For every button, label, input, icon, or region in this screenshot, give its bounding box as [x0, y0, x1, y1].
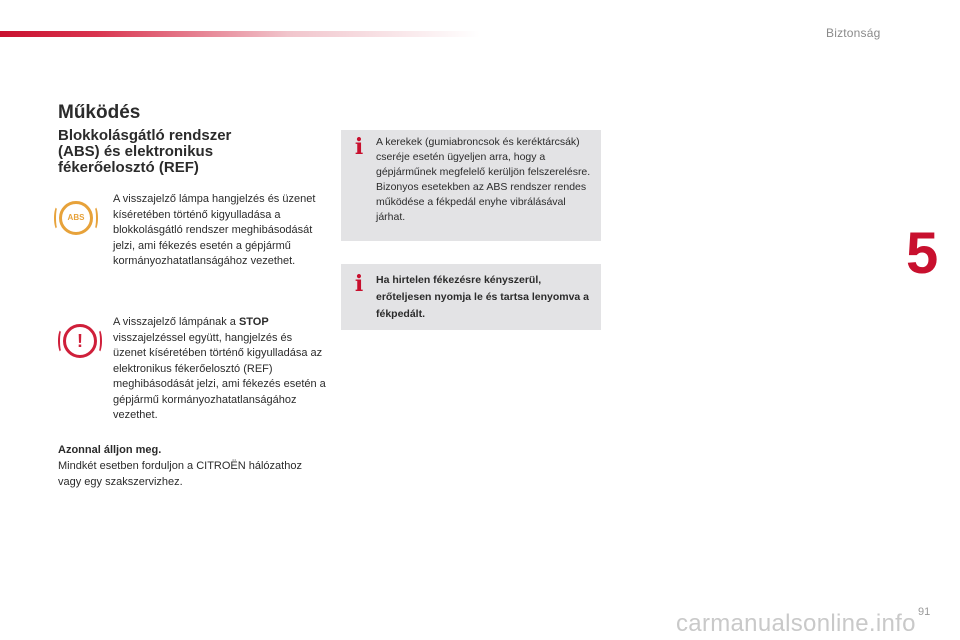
- chapter-number: 5: [906, 221, 939, 286]
- abs-warning-icon: [59, 201, 93, 235]
- ref-description: [113, 315, 328, 424]
- page-title: Működés: [58, 102, 141, 123]
- header-accent-bar: [0, 31, 480, 37]
- page-number: 91: [918, 606, 931, 618]
- abs-description: A visszajelző lámpa hangjelzés és üzenet kíséretében történő kigyulladása a blokkolásgátló rendszer meghibásodását jelzi, ami fékezés esetén a gépjármű kormányozhatatlanságához vezethet.: [113, 193, 316, 267]
- section-subtitle: Blokkolásgátló rendszer (ABS) és elektronikus fékerőelosztó (REF): [58, 127, 232, 176]
- brake-warning-icon: [63, 324, 97, 358]
- info-box-text: A kerekek (gumiabroncsok és keréktárcsák) cseréje esetén ügyeljen arra, hogy a gépjárműnek megfelelő kerüljön felszerelésre. Bizonyos esetekben az ABS rendszer rendes működése a fékpedál enyhe vibrálásával járhat.: [376, 136, 591, 223]
- watermark: carmanualsonline.info: [676, 610, 916, 637]
- stop-instruction-heading: Azonnal álljon meg.: [58, 444, 162, 456]
- brake-icon-symbol: !: [77, 331, 83, 351]
- stop-instruction-text: Mindkét esetben forduljon a CITROËN hálózathoz vagy egy szakszervizhez.: [58, 460, 302, 488]
- info-box-text: Ha hirtelen fékezésre kényszerül, erőteljesen nyomja le és tartsa lenyomva a fékpedált.: [376, 274, 590, 320]
- info-icon: i: [354, 271, 364, 297]
- ref-description-rest: visszajelzéssel együtt, hangjelzés és üzenet kíséretében történő kigyulladása az elektronikus fékerőelosztó (REF) meghibásodását jelzi, ami fékezés esetén a gépjármű kormányozhatatlanságához vezethet.: [113, 331, 326, 421]
- stop-instruction: [58, 442, 318, 490]
- info-box-wheels: [341, 130, 601, 241]
- info-icon: i: [354, 134, 364, 160]
- abs-icon-label: ABS: [67, 213, 85, 222]
- info-box-emergency-braking: [341, 264, 601, 330]
- section-label: Biztonság: [826, 26, 881, 40]
- ref-description-prefix: A visszajelző lámpának a: [113, 316, 239, 328]
- stop-keyword: STOP: [238, 316, 269, 328]
